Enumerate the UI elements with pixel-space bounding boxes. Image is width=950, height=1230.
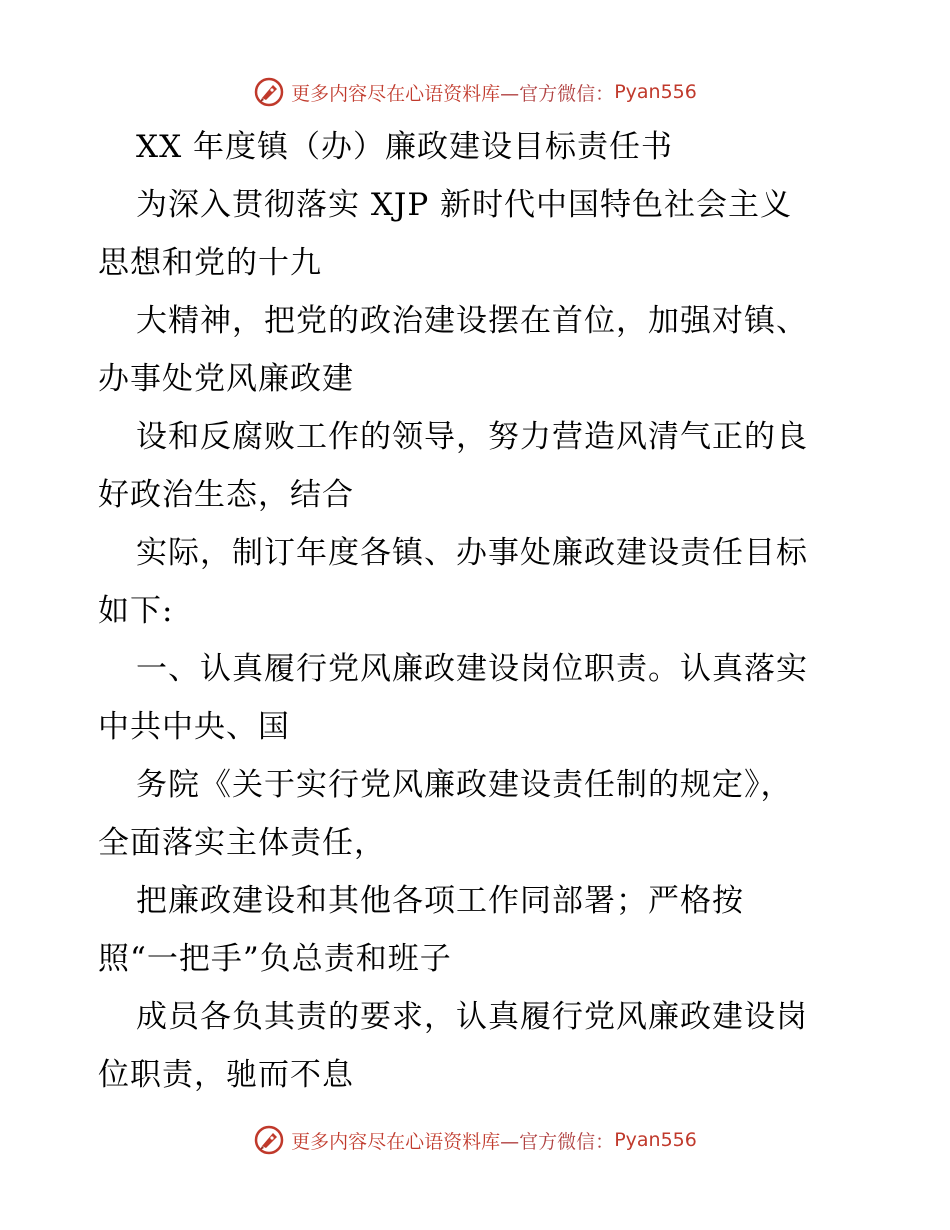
text-line: 一、认真履行党风廉政建设岗位职责。认真落实 bbox=[136, 651, 808, 687]
document-body bbox=[98, 118, 858, 1104]
watermark-text: 更多内容尽在心语资料库 bbox=[291, 1130, 501, 1153]
watermark-banner-top bbox=[0, 72, 950, 112]
text-line: 如下: bbox=[98, 593, 174, 629]
text-line: 全面落实主体责任， bbox=[98, 825, 386, 861]
text-line: 大精神，把党的政治建设摆在首位，加强对镇、 bbox=[136, 303, 808, 339]
text-line: 把廉政建设和其他各项工作同部署；严格按 bbox=[136, 883, 744, 919]
text-line: 中共中央、国 bbox=[98, 709, 290, 745]
text-line: 好政治生态，结合 bbox=[98, 477, 354, 513]
pen-nib-logo-icon bbox=[253, 76, 285, 108]
text-line: 思想和党的十九 bbox=[98, 245, 322, 281]
text-line: 设和反腐败工作的领导，努力营造风清气正的良 bbox=[136, 419, 808, 455]
watermark-separator: —官方微信： bbox=[500, 82, 615, 105]
document-title: XX 年度镇（办）廉政建设目标责任书 bbox=[136, 129, 673, 165]
watermark-id: Pyan556 bbox=[614, 81, 697, 103]
watermark-id: Pyan556 bbox=[614, 1129, 697, 1151]
text-line: 照“一把手”负总责和班子 bbox=[98, 941, 452, 977]
watermark-banner-bottom bbox=[0, 1120, 950, 1160]
text-line: 办事处党风廉政建 bbox=[98, 361, 354, 397]
text-line: 为深入贯彻落实 XJP 新时代中国特色社会主义 bbox=[136, 187, 793, 223]
pen-nib-logo-icon bbox=[253, 1124, 285, 1156]
text-line: 实际，制订年度各镇、办事处廉政建设责任目标 bbox=[136, 535, 808, 571]
text-line: 务院《关于实行党风廉政建设责任制的规定》， bbox=[136, 767, 793, 803]
text-line: 成员各负其责的要求，认真履行党风廉政建设岗 bbox=[136, 999, 808, 1035]
text-line: 位职责，驰而不息 bbox=[98, 1057, 354, 1093]
watermark-separator: —官方微信： bbox=[500, 1130, 615, 1153]
watermark-text: 更多内容尽在心语资料库 bbox=[291, 82, 501, 105]
